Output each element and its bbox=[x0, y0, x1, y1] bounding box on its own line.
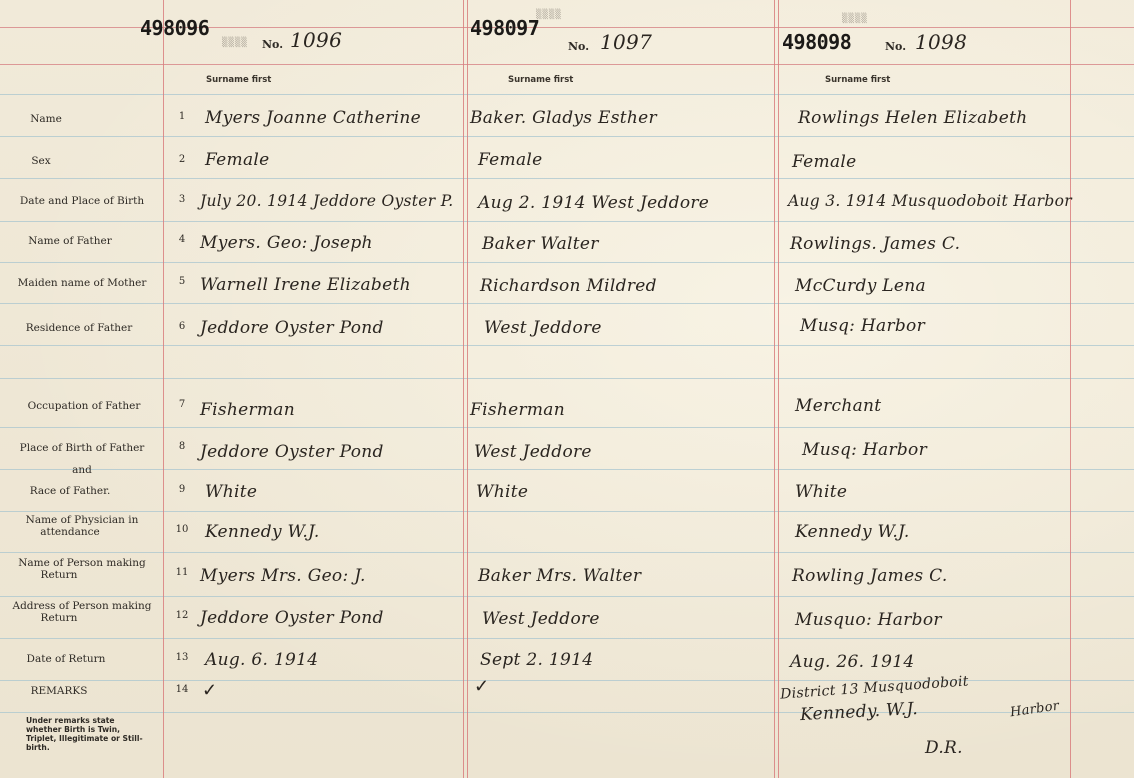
row-label: Name bbox=[30, 113, 62, 125]
entry-number: 1097 bbox=[600, 30, 653, 54]
row-number: 12 bbox=[175, 610, 189, 621]
rule-line bbox=[0, 64, 1134, 65]
column-subheader: Surname first bbox=[206, 75, 272, 85]
rule-line bbox=[0, 303, 1134, 304]
entry-residence: Musq: Harbor bbox=[800, 316, 926, 336]
row-label: Name of Father bbox=[28, 235, 112, 247]
entry-date-return: Aug. 6. 1914 bbox=[205, 650, 319, 670]
entry-birth: July 20. 1914 Jeddore Oyster P. bbox=[200, 192, 454, 210]
column-rule bbox=[774, 0, 779, 778]
rule-line bbox=[0, 638, 1134, 639]
rule-line bbox=[0, 345, 1134, 346]
entry-address-return: Musquo: Harbor bbox=[795, 610, 942, 630]
entry-residence: Jeddore Oyster Pond bbox=[200, 318, 384, 338]
faded-stamp: ▒▒▒▒ bbox=[222, 38, 248, 48]
row-label: Place of Birth of Father bbox=[19, 442, 145, 454]
rule-line bbox=[0, 136, 1134, 137]
row-label: Address of Person making bbox=[12, 600, 152, 612]
entry-date-return: Sept 2. 1914 bbox=[480, 650, 594, 670]
rule-line bbox=[0, 221, 1134, 222]
row-number: 3 bbox=[178, 194, 186, 205]
entry-physician: Kennedy W.J. bbox=[205, 522, 320, 542]
entry-race: White bbox=[476, 482, 529, 502]
entry-number: 1096 bbox=[290, 28, 343, 52]
remarks-district: District 13 Musquodoboit bbox=[779, 673, 970, 703]
remarks-footnote: Under remarks state whether Birth is Twin, Triplet, Illegitimate or Still-birth. bbox=[26, 716, 143, 752]
row-label: Sex bbox=[31, 155, 51, 167]
remarks-check: ✓ bbox=[202, 680, 218, 701]
entry-race: White bbox=[795, 482, 848, 502]
entry-occupation: Merchant bbox=[795, 396, 882, 416]
entry-mother: Warnell Irene Elizabeth bbox=[200, 275, 411, 295]
rule-line bbox=[0, 178, 1134, 179]
rule-line bbox=[0, 427, 1134, 428]
row-number: 6 bbox=[178, 321, 186, 332]
row-label: Name of Physician in bbox=[25, 514, 139, 526]
entry-name: Baker. Gladys Esther bbox=[470, 108, 657, 128]
rule-line bbox=[0, 378, 1134, 379]
column-subheader: Surname first bbox=[508, 75, 574, 85]
entry-number-label: No. bbox=[885, 40, 907, 53]
column-rule bbox=[463, 0, 468, 778]
entry-mother: McCurdy Lena bbox=[795, 276, 926, 296]
entry-person-return: Rowling James C. bbox=[792, 566, 948, 586]
entry-father-birthplace: Jeddore Oyster Pond bbox=[200, 442, 384, 462]
entry-name: Rowlings Helen Elizabeth bbox=[798, 108, 1028, 128]
row-label-continued: Return bbox=[40, 569, 78, 581]
row-label: Race of Father. bbox=[29, 485, 111, 497]
entry-name: Myers Joanne Catherine bbox=[205, 108, 422, 128]
entry-occupation: Fisherman bbox=[470, 400, 565, 420]
remarks-harbor: Harbor bbox=[1009, 698, 1061, 721]
faded-stamp: ▒▒▒▒ bbox=[842, 14, 868, 24]
row-number: 10 bbox=[175, 524, 189, 535]
entry-father: Baker Walter bbox=[482, 234, 599, 254]
column-rule bbox=[163, 0, 164, 778]
entry-sex: Female bbox=[205, 150, 270, 170]
row-label: REMARKS bbox=[30, 685, 88, 697]
entry-number: 1098 bbox=[915, 30, 968, 54]
column-subheader: Surname first bbox=[825, 75, 891, 85]
rule-line bbox=[0, 712, 1134, 713]
entry-number-label: No. bbox=[568, 40, 590, 53]
entry-number-label: No. bbox=[262, 38, 284, 51]
row-label: Date of Return bbox=[26, 653, 106, 665]
row-number: 11 bbox=[175, 567, 189, 578]
row-number: 9 bbox=[178, 484, 186, 495]
entry-occupation: Fisherman bbox=[200, 400, 295, 420]
row-label-continued: Return bbox=[40, 612, 78, 624]
entry-address-return: West Jeddore bbox=[482, 609, 600, 629]
registration-number: 498098 bbox=[782, 30, 852, 54]
row-number: 14 bbox=[175, 684, 189, 695]
row-number: 8 bbox=[178, 441, 186, 452]
row-label-continued: attendance bbox=[40, 526, 100, 538]
entry-father: Myers. Geo: Joseph bbox=[200, 233, 373, 253]
entry-sex: Female bbox=[478, 150, 543, 170]
entry-race: White bbox=[205, 482, 258, 502]
rule-line bbox=[0, 596, 1134, 597]
entry-father-birthplace: Musq: Harbor bbox=[802, 440, 928, 460]
row-number: 4 bbox=[178, 234, 186, 245]
column-rule bbox=[1070, 0, 1071, 778]
row-label: Occupation of Father bbox=[27, 400, 141, 412]
remarks-initials: D.R. bbox=[925, 738, 963, 758]
remarks-registrar: Kennedy. W.J. bbox=[799, 698, 919, 726]
rule-line bbox=[0, 469, 1134, 470]
registration-number: 498096 bbox=[140, 16, 210, 40]
entry-person-return: Myers Mrs. Geo: J. bbox=[200, 566, 366, 586]
entry-date-return: Aug. 26. 1914 bbox=[790, 652, 915, 672]
entry-sex: Female bbox=[792, 152, 857, 172]
row-label: Name of Person making bbox=[18, 557, 146, 569]
rule-line bbox=[0, 511, 1134, 512]
rule-line bbox=[0, 552, 1134, 553]
row-label: and bbox=[72, 464, 92, 476]
entry-residence: West Jeddore bbox=[484, 318, 602, 338]
entry-address-return: Jeddore Oyster Pond bbox=[200, 608, 384, 628]
entry-father: Rowlings. James C. bbox=[790, 234, 961, 254]
faded-stamp: ▒▒▒▒ bbox=[536, 10, 562, 20]
registration-number: 498097 bbox=[470, 16, 540, 40]
remarks-check: ✓ bbox=[474, 676, 490, 697]
entry-birth: Aug 3. 1914 Musquodoboit Harbor bbox=[788, 192, 1072, 210]
row-number: 7 bbox=[178, 399, 186, 410]
row-label: Maiden name of Mother bbox=[17, 277, 147, 289]
row-number: 5 bbox=[178, 276, 186, 287]
row-label: Date and Place of Birth bbox=[19, 195, 145, 207]
row-label: Residence of Father bbox=[25, 322, 133, 334]
entry-physician: Kennedy W.J. bbox=[795, 522, 910, 542]
entry-birth: Aug 2. 1914 West Jeddore bbox=[478, 193, 710, 213]
entry-father-birthplace: West Jeddore bbox=[474, 442, 592, 462]
entry-mother: Richardson Mildred bbox=[480, 276, 657, 296]
rule-line bbox=[0, 262, 1134, 263]
row-number: 1 bbox=[178, 111, 186, 122]
rule-line bbox=[0, 94, 1134, 95]
entry-person-return: Baker Mrs. Walter bbox=[478, 566, 642, 586]
row-number: 13 bbox=[175, 652, 189, 663]
row-number: 2 bbox=[178, 154, 186, 165]
